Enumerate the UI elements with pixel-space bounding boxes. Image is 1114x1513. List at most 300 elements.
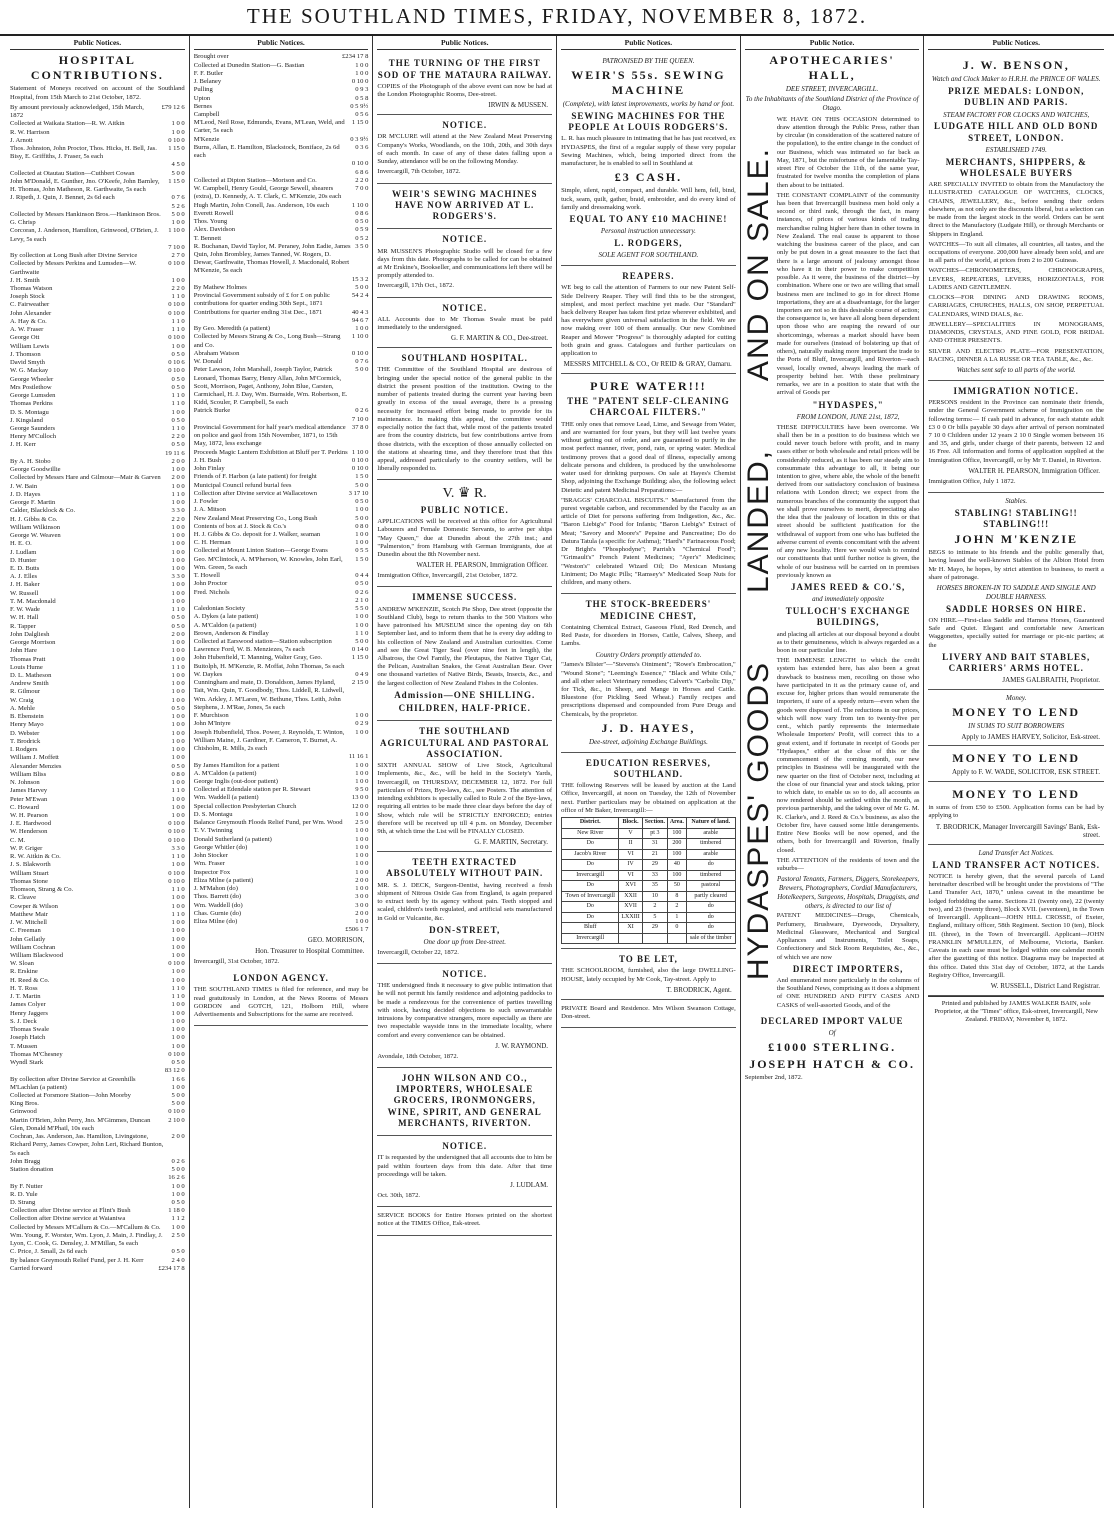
contributor: Carried forward [10,1264,53,1272]
amount: 7 10 0 [168,243,185,251]
amount: 1 0 0 [171,1001,185,1009]
contribution-row [10,853,185,861]
contribution-row [194,465,369,473]
amount: 9 5 0 [355,786,369,794]
table-cell: 33 [642,870,667,881]
contribution-row [194,580,369,588]
ad-title: MONEY TO LEND [952,787,1081,802]
contributor: Thomas Perkins [10,400,53,408]
amount: 0 5 0 [171,1248,185,1256]
contributor: Brought over [193,53,229,61]
table-cell: 29 [642,923,667,934]
contribution-row [194,753,369,761]
amount: 1 0 0 [355,917,369,925]
table-cell: 1 [668,912,687,923]
contributor: By F. Nutter [10,1182,43,1190]
amount: 1 0 0 [171,1083,185,1091]
table-cell [668,933,687,944]
amount: 1 1 0 [171,984,185,992]
contributor: Thomas Pratt [10,655,46,663]
contribution-row [194,515,369,523]
contributor: R. Erskine [10,968,38,976]
amount: 0 2 9 [355,720,369,728]
contribution-row [194,276,369,284]
ad-watches: WATCHES—To suit all climates, all countries, all tastes, and the occupations of everyone. 200,000 have already been sold, and are in all parts of the world, at prices from 2 to 200 Guineas. [928,240,1104,265]
contribution-row [10,1191,185,1199]
contribution-row [10,672,185,680]
amount: 5 0 0 [355,366,369,374]
amount: 1 0 0 [171,737,185,745]
contribution-row [194,539,369,547]
amount: 1 0 0 [171,597,185,605]
amount: 3 17 10 [348,489,369,497]
contributor: I. Rodgers [10,746,38,754]
contributor: D. Webster [10,729,40,737]
amount: 1 1 0 [171,326,185,334]
ad-body: BEGS to intimate to his friends and the public generally that, having leased the well-known Stables of the Albion Hotel from Mr H. Mayo, he hopes, by strict attention to business, to merit a share of patronage. [928,549,1104,581]
ad-title: IMMENSE SUCCESS. [412,592,518,603]
amount: 5 0 0 [171,1100,185,1108]
contribution-row [10,631,185,639]
table-cell: 100 [668,870,687,881]
amount: 0 7 6 [171,194,185,202]
amount: 1 0 0 [171,680,185,688]
amount: 0 10 0 [351,456,369,464]
contribution-row [10,310,185,318]
contributor: Municipal Council refund burial fees [193,481,292,489]
ad-date: Invercargill, 17th Oct., 1872. [377,282,454,290]
contribution-row [10,1067,185,1075]
amount: 3 3 0 [171,573,185,581]
contributor: George Whitler (do) [193,843,248,851]
amount: 1 0 0 [171,523,185,531]
contribution-row [10,1199,185,1207]
amount: 1 0 0 [171,1017,185,1025]
amount: 1 0 0 [171,499,185,507]
amount: 0 5 5 [355,547,369,555]
table-cell: 100 [668,849,687,860]
amount: 1 0 0 [171,927,185,935]
contributor: R. D. Yule [10,1190,38,1198]
amount: 3 5 0 [355,242,369,250]
vertical-text-and-on-sale: AND ON SALE. [742,147,775,382]
contribution-row [10,845,185,853]
contributor: Collected by Messrs M'Callum & Co.—M'Callum & Co. [10,1223,161,1231]
contribution-list-continued [194,53,369,934]
table-header: District. [562,818,619,829]
ad-title: JOHN WILSON AND CO., IMPORTERS, WHOLESALE GROCERS, IRONMONGERS, WINE, SPIRIT, AND GENERAL MERCHANTS, RIVERTON. [387,1072,542,1128]
contributor: A. Hay & Co. [10,317,47,325]
ad-title: WEIR'S SEWING MACHINES HAVE NOW ARRIVED AT L. RODGERS'S. [391,188,538,222]
amount: 0 10 0 [168,869,185,877]
ad-pretitle: PATRONISED BY THE QUEEN. [602,57,695,66]
contribution-row [10,277,185,285]
table-cell: Town of Invercargill [562,891,619,902]
amount: 1 0 0 [171,795,185,803]
contribution-row [194,325,369,333]
contributor: N. Johnson [10,779,40,787]
contribution-row [194,95,369,103]
ad-money-brodrick [928,782,1104,845]
amount: 0 5 6 [355,111,369,119]
contribution-row [10,507,185,515]
contribution-row [10,598,185,606]
ad-body: WE beg to call the attention of Farmers to our new Patent Self-Side Delivery Reaper. They will find this to be the strongest, simplest, and most perfect machine yet made. Our "Standard" back delivery Reaper has taken first prize wherever exhibited, and has everywhere given universal satisfaction in the field. We are now making over 100 of them annually. Our new Combined Reaper and Mower "Progress" is thoroughly adapted for cutting both grain and grass. Catalogues and further particulars on application to [561,284,736,358]
newspaper-columns [6,36,1108,1508]
amount: 0 5 0 [171,416,185,424]
contribution-row [10,219,185,227]
table-row [562,870,736,881]
table-cell: XVI [619,881,642,892]
contribution-row [10,540,185,548]
contributor: Provincial Government subsidy of £ for £ on public contributions for quarter ending 30th Sept., 1871 [193,292,330,308]
contribution-row [10,1117,185,1133]
contributor: Thomas Swale [10,1026,50,1034]
amount: 0 10 0 [168,334,185,342]
ad-title: PURE WATER!!! [590,379,707,394]
amount: 1 1 0 [171,787,185,795]
amount: 7 10 0 [351,415,369,423]
amount: 1 0 0 [355,827,369,835]
contribution-row [194,654,369,670]
amount: 1 0 0 [171,556,185,564]
contributor: B. Ebenstein [10,713,44,721]
contribution-row [194,613,369,621]
amount: 1 10 0 [351,201,369,209]
amount: 0 8 0 [355,522,369,530]
contribution-row [10,1265,185,1273]
contribution-row [10,549,185,557]
amount: 1 0 0 [171,976,185,984]
contribution-row [10,903,185,911]
ad-list: "James's Blister"—"Stevens's Ointment"; "Rowe's Embrocation," "Wound Stone"; "Leeming's Essence," "Black and White Oils," and all other select Veterinary remedies; Calvert's "Carbolic Dip," for Tick, &c., in Sheep, and Mange in Horses and Cattle. Bluestone (for Pickling Seed Wheat.) Family recipes and prescriptions dispensed and compounded from Pure Drugs and Chemicals, by the proprietor. [561,661,736,718]
contributor: Collected at Mount Linton Station—George Evans [193,547,328,555]
contribution-row [10,763,185,771]
contributor: H. J. Gibbs & Co. [10,515,58,523]
contributor: George Morrison [10,639,56,647]
contribution-row [10,771,185,779]
ad-signature: T. BRODRICK, Agent. [666,985,732,994]
ad-southland-hospital [377,348,552,480]
contribution-row [10,779,185,787]
amount: 1 10 0 [351,333,369,341]
amount: 1 1 0 [171,853,185,861]
ad-body: THE Committee of the Southland Hospital are desirous of bringing under the special notice of the general public in the district the present position of the institution. Owing to the number of patients treated during the current year having been greatly in excess of the usual average, there is a pressing necessity for increased effort being made to provide for its maintenance. In making this appeal, the committee would especially notice the fact that, while most of the patients treated are from the country districts, but few contributions arrive from those districts, with the exception of those annually collected on the stations at shearing time, and they therefore trust that this appeal, addressed particularly to the country settlers, will be liberally responded to. [377,366,553,473]
amount: 0 5 0 [171,1199,185,1207]
contributor: J. M'Mahon (do) [193,885,238,893]
amount: 2 2 0 [171,433,185,441]
ad-service-books [377,1207,552,1235]
amount: 1 0 0 [171,1026,185,1034]
contribution-row [10,837,185,845]
amount: 6 8 6 [355,168,369,176]
premises-opposite: and immediately opposite [812,595,885,604]
table-cell: Invercargill [562,933,619,944]
ad-signature: JAMES GALBRAITH, Proprietor. [1002,676,1100,685]
table-header: Block. [619,818,642,829]
amount: 1 1 0 [171,424,185,432]
contributor: Collection after Divine service at Waianiwa [10,1215,126,1223]
contribution-row [194,317,369,325]
amount: 1 1 0 [171,293,185,301]
amount: 37 8 0 [351,423,369,431]
contributor: John Hare [10,647,37,655]
ad-address: One door up from Dee-street. [423,937,506,946]
amount: 0 10 0 [168,367,185,375]
ad-swale-notice [377,298,552,348]
contribution-row [10,754,185,762]
contribution-row [10,738,185,746]
ad-education-reserves [561,753,736,949]
contributor: Patrick Burke [193,407,231,415]
ad-title: NOTICE. [442,1141,488,1152]
ad-body: MR MUSSEN'S Photographic Studio will be closed for a few days from this date. Photographs to be called for can be obtained at Mr Erskine's, Bookseller, and communications left there will be promptly attended to. [377,247,553,280]
contribution-row [194,235,369,243]
amount: 3 0 0 [355,893,369,901]
contribution-row [10,1183,185,1191]
ad-money-wade [928,746,1104,782]
amount: 2 5 0 [171,1231,185,1239]
contribution-row [10,499,185,507]
contribution-row [194,449,369,457]
london-agency-title: LONDON AGENCY. [233,973,329,984]
contribution-row [194,292,369,308]
amount: 1 0 0 [171,812,185,819]
contribution-row [194,869,369,877]
ad-raymond-notice [377,964,552,1068]
table-cell: 2 [642,902,667,913]
table-cell: LXXIII [619,912,642,923]
table-cell: XI [619,923,642,934]
contribution-row [10,409,185,417]
paragraph-7: PATENT MEDICINES—Drugs, Chemicals, Perfumery, Brushware, Dyewoods, Drysaltery, Medicinal Glassware, Mechanical and Surgical Appliances and Instruments, Toilet Soaps, Confectionery and Sick Room Requisites, &c., &c., of which we are now [776,912,920,961]
contribution-row [10,1084,185,1092]
amount: 12 0 0 [351,802,369,810]
contributor: W. Donald [193,358,223,366]
contributor: Wyndl Stark [10,1059,44,1067]
contributor: J. Belaney [193,78,222,86]
contributor: George F. Martin [10,499,56,507]
contribution-row [194,119,369,135]
contribution-row [10,688,185,696]
amount: 1 0 0 [171,943,185,951]
ad-title: MONEY TO LEND [952,704,1081,719]
contributor: C. H. Herman [193,539,231,547]
contributor: A. W. Fraser [10,326,44,334]
contributor: Cochran, Jas. Anderson, Jas. Hamilton, Livingstone, Richard Perry, James Cowper, John Leri, Richard Bunton, 5s each [10,1133,164,1157]
amount: 1 0 0 [171,713,185,721]
table-cell: do [686,923,735,934]
ad-immense-success [377,587,552,721]
contribution-row [194,358,369,366]
contribution-row [10,458,185,466]
ad-mcclure-notice [377,115,552,183]
contribution-row [10,1224,185,1232]
contribution-row [10,524,185,532]
newspaper-masthead: THE SOUTHLAND TIMES, FRIDAY, NOVEMBER 8, 1872. [0,4,1114,36]
amount: 0 10 0 [168,820,185,828]
ad-subtitle: (Complete), with latest improvements, works by hand or foot. [562,100,735,109]
contributor: Collection after Divine service at Wallacetown [193,489,317,497]
table-row [562,849,736,860]
amount: 1 0 0 [171,532,185,540]
contribution-row [194,210,369,218]
amount: 83 12 0 [164,1067,185,1075]
ad-benson [928,53,1104,380]
amount: 0 5 0 [171,441,185,449]
ad-signature: L. RODGERS, [614,238,683,249]
amount: 5 0 0 [171,1166,185,1174]
ad-body: APPLICATIONS will be received at this office for Agricultural Labourers and Female Domestic Servants, to arrive per ships "May Queen," due at Dunedin about the 27th inst.; and "Palmerston," from Hamburg with German Immigrants, due at Dunedin about the 8th November next. [377,518,553,559]
amount: 1 1 0 [171,910,185,918]
section-head: Stables. [1005,496,1028,505]
contribution-row [194,350,369,358]
contribution-row [10,252,185,260]
amount: 0 5 0 [355,580,369,588]
contribution-row [10,376,185,384]
amount: 2 5 0 [355,819,369,827]
ad-body: Containing Chemical Extract, Gaseous Fluid, Red Drench, and Red Paste, for disorders in Horses, Cattle, Calves, Sheep, and Lambs. [561,623,736,648]
ad-body: MR. S. J. DECK, Surgeon-Dentist, having received a fresh shipment of Nitrous Oxide Gas from England, is again prepared to extract teeth by its agency without pain. Teeth stopped and scaled, children's teeth regulated, and artificial sets manufactured in Gold or Vulcanite, &c. [377,881,553,922]
amount: 0 14 0 [351,646,369,654]
ad-subtitle: IN SUMS TO SUIT BORROWERS [968,721,1065,730]
contribution-row [10,796,185,804]
contributor: W. Russell [10,589,39,597]
amount: 1 1 0 [171,886,185,894]
amount: 1 18 0 [168,1207,185,1215]
contribution-row [10,104,185,120]
amount: 1 0 0 [171,128,185,136]
table-cell: 40 [668,860,687,871]
amount: 0 10 0 [168,301,185,309]
contribution-row [10,1100,185,1108]
contribution-row [10,952,185,960]
amount: 0 3 9½ [350,135,369,143]
contribution-row [10,318,185,326]
ad-mussen-notice [377,229,552,297]
contribution-row [194,556,369,572]
tulloch-buildings: TULLOCH'S EXCHANGE BUILDINGS, [785,606,911,628]
ad-body: L. R. has much pleasure in intimating that he has just received, ex HYDASPES, the first of a regular supply of these very popular Sewing Machines, which, being imported direct from the manufacturer, he is enabled to sell in Southland at [561,135,736,168]
contribution-row [10,326,185,334]
amount: 1 0 0 [171,647,185,655]
contributor: New Zealand Meat Preserving Co., Long Bush [193,514,318,522]
table-cell: timbered [686,870,735,881]
contributor: Henry Mayo [10,721,44,729]
royal-crest-icon: V. ♛ R. [442,486,487,502]
ad-signature: W. RUSSELL, District Land Registrar. [990,982,1100,991]
ad-factory: STEAM FACTORY FOR CLOCKS AND WATCHES, [943,110,1090,119]
contributor: R. Tapper [10,622,36,630]
amount: 1 0 0 [171,968,185,976]
contribution-row [10,960,185,968]
contributor: H. J. Gibbs & Co. deposit for J. Walker, seaman [193,530,321,538]
ad-date: Immigration Office, Invercargill, 21st October, 1872. [377,572,518,580]
contributor: John Proctor [193,580,228,588]
contributor: C. Freeman [10,927,41,935]
ad-instruction: Personal instruction unnecessary. [600,227,696,236]
ad-signature: WALTER H. PEARSON, Immigration Officer. [416,561,549,570]
amount: 1 5 0 [355,473,369,481]
contribution-row [10,227,185,243]
contribution-row [10,384,185,392]
amount: 1 0 0 [171,951,185,959]
ad-date: Oct. 30th, 1872. [377,1191,421,1199]
ad-signature: J. D. HAYES, [601,720,696,735]
ad-title: WEIR'S 55s. SEWING MACHINE [571,68,726,98]
table-cell: VI [619,870,642,881]
apothecaries-hall-title: APOTHECARIES' HALL, [769,53,895,83]
amount: 1 0 0 [171,902,185,910]
contributor: J. H. Kerr [10,441,37,449]
contribution-row [10,400,185,408]
contributor: J. D. Hayes [10,490,41,498]
contribution-row [194,729,369,754]
amount: 2 10 0 [168,1116,185,1124]
amount: 1 0 0 [355,761,369,769]
contributor: J. Arnott [10,136,33,144]
table-cell: 50 [668,881,687,892]
amount: 1 6 6 [171,1075,185,1083]
ad-body-2: Simple, silent, rapid, compact, and durable. Will hem, fell, bind, tuck, seam, quilt, gather, braid, embroider, and do every kind of family and dressmaking work. [561,187,736,211]
contributor: George Inglis (out-door patient) [193,778,278,785]
contributor: R. Cleave [10,894,37,902]
ad-mataura-railway [377,53,552,115]
contribution-row [10,787,185,795]
amount: 1 0 0 [171,342,185,350]
amount: 1 0 0 [355,778,369,785]
ad-price: £3 CASH. [614,170,683,185]
amount: 1 0 0 [355,843,369,851]
amount: 1 15 0 [168,145,185,153]
contributor: J. Ripeth, J. Quin, J. Bennet, 2s 6d each [10,194,115,202]
ad-body: COPIES of the Photograph of the above event can now be had at the London Photographic Rooms, Dee-street. [377,82,553,99]
table-cell: Bluff [562,923,619,934]
contributor: T. Brodrick [10,737,41,745]
amount: 1 1 0 [171,317,185,325]
contribution-row [10,1215,185,1223]
contributor: R. W. Harrison [10,128,50,136]
contributor: Campbell [193,111,220,119]
amount: 0 2 6 [171,1157,185,1165]
contribution-row [10,474,185,482]
contribution-row [10,244,185,252]
reserves-table [561,817,736,944]
contribution-row [10,161,185,169]
contributor: G. Chrisp [10,219,36,227]
contribution-row [10,129,185,137]
ad-address: Dee-street, adjoining Exchange Buildings. [588,737,708,746]
contributor: Caledonian Society [193,605,246,613]
ad-body: ARE SPECIALLY INVITED to obtain from the Manufactory the ILLUSTRATED CATALOGUE OF WATCHES, CLOCKS, CHAINS, JEWELLERY, &c., before sending their orders elsewhere, as not only are the discounts liberal, but a selection can be made from the largest stock in the world. Orders can be sent direct to the Manufactory (Ludgate Hill), or through Merchants or Shippers in England. [928,181,1104,238]
contributor: Matthew Mair [10,910,48,918]
contribution-row [10,927,185,935]
contribution-row [10,137,185,145]
contribution-row [10,491,185,499]
contribution-row [10,565,185,573]
contributor: William Stuart [10,869,49,877]
contributor: A. Dykes (a late patient) [193,613,259,621]
amount: 0 9 3 [355,86,369,94]
contributor: J. W. Mitchell [10,919,47,927]
contribution-row [194,803,369,811]
contributor: Henry Jaggers [10,1009,48,1017]
contribution-row [10,450,185,458]
hydaspes-block [742,114,920,1014]
ad-address: LUDGATE HILL AND OLD BOND STREET, LONDON. [934,121,1099,143]
contribution-row [194,638,369,646]
amount: £506 1 7 [345,926,369,934]
